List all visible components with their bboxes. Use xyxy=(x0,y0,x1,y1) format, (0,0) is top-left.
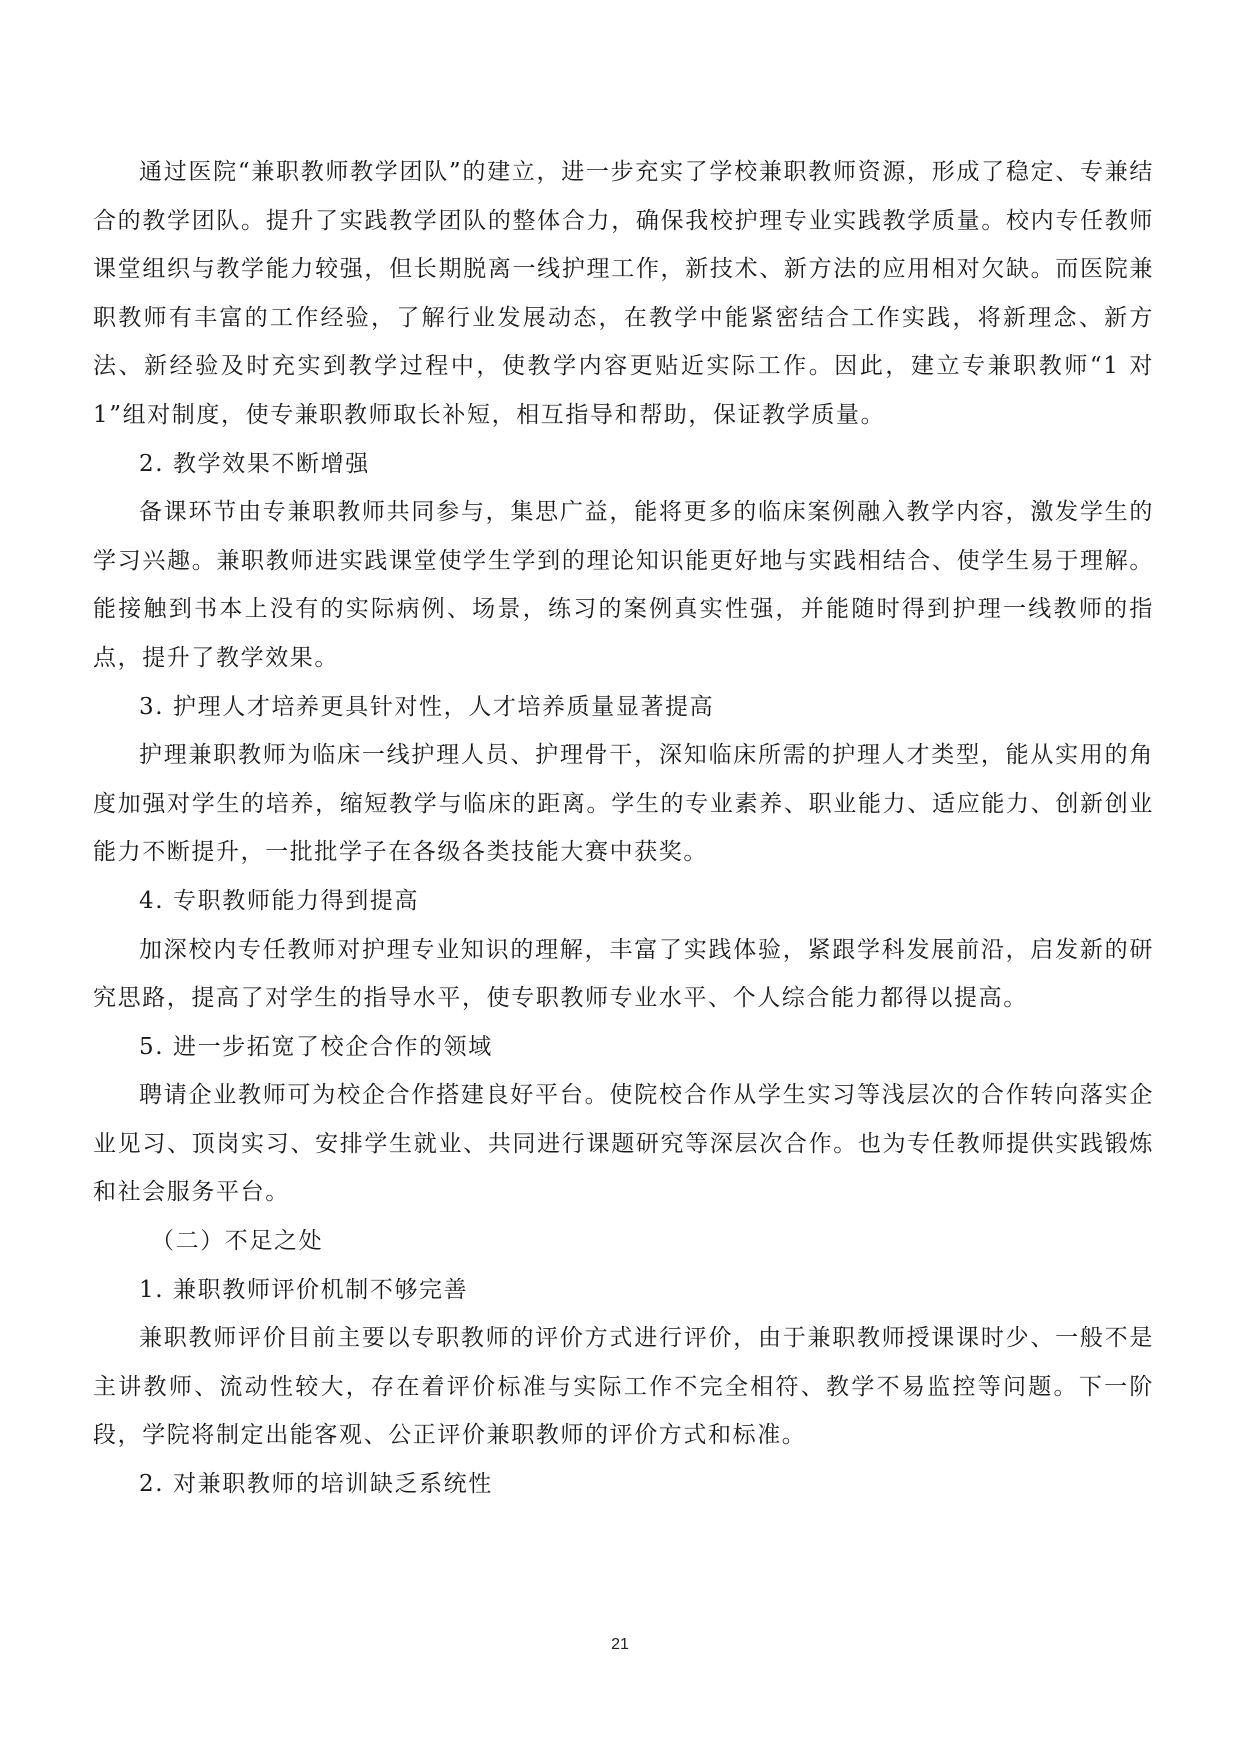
heading-training-system: 2. 对兼职教师的培训缺乏系统性 xyxy=(139,1471,493,1498)
section-heading-shortcomings: （二）不足之处 xyxy=(151,1228,324,1255)
paragraph-school-enterprise: 聘请企业教师可为校企合作搭建良好平台。使院校合作从学生实习等浅层次的合作转向落实企业见习、顶岗实习、安排学生就业、共同进行课题研究等深层次合作。也为专任教师提供实践锻炼和社会服务平台。 xyxy=(93,1082,1154,1206)
paragraph-evaluation-mechanism: 兼职教师评价目前主要以专职教师的评价方式进行评价，由于兼职教师授课课时少、一般不是主讲教师、流动性较大，存在着评价标准与实际工作不完全相符、教学不易监控等问题。下一阶段，学院将制定出能客观、公正评价兼职教师的评价方式和标准。 xyxy=(93,1325,1154,1449)
document-body xyxy=(93,148,1154,1509)
heading-teaching-effect: 2. 教学效果不断增强 xyxy=(139,450,370,477)
heading-school-enterprise: 5. 进一步拓宽了校企合作的领域 xyxy=(139,1033,493,1060)
paragraph-teacher-ability: 加深校内专任教师对护理专业知识的理解，丰富了实践体验，紧跟学科发展前沿，启发新的研究思路，提高了对学生的指导水平，使专职教师专业水平、个人综合能力都得以提高。 xyxy=(93,936,1154,1012)
heading-teacher-ability: 4. 专职教师能力得到提高 xyxy=(139,887,420,914)
heading-talent-training: 3. 护理人才培养更具针对性，人才培养质量显著提高 xyxy=(139,693,715,720)
paragraph-talent-training: 护理兼职教师为临床一线护理人员、护理骨干，深知临床所需的护理人才类型，能从实用的角度加强对学生的培养，缩短教学与临床的距离。学生的专业素养、职业能力、适应能力、创新创业能力不断提升，一批批学子在各级各类技能大赛中获奖。 xyxy=(93,742,1154,866)
paragraph-teaching-effect: 备课环节由专兼职教师共同参与，集思广益，能将更多的临床案例融入教学内容，激发学生的学习兴趣。兼职教师进实践课堂使学生学到的理论知识能更好地与实践相结合、使学生易于理解。能接触到书本上没有的实际病例、场景，练习的案例真实性强，并能随时得到护理一线教师的指点，提升了教学效果。 xyxy=(93,499,1154,671)
paragraph-team-building: 通过医院“兼职教师教学团队”的建立，进一步充实了学校兼职教师资源，形成了稳定、专兼结合的教学团队。提升了实践教学团队的整体合力，确保我校护理专业实践教学质量。校内专任教师课堂组织与教学能力较强，但长期脱离一线护理工作，新技术、新方法的应用相对欠缺。而医院兼职教师有丰富的工作经验，了解行业发展动态，在教学中能紧密结合工作实践，将新理念、新方法、新经验及时充实到教学过程中，使教学内容更贴近实际工作。因此，建立专兼职教师“1 对 1”组对制度，使专兼职教师取长补短，相互指导和帮助，保证教学质量。 xyxy=(93,159,1154,428)
heading-evaluation-mechanism: 1. 兼职教师评价机制不够完善 xyxy=(139,1276,469,1303)
page-number: 21 xyxy=(611,1636,629,1653)
